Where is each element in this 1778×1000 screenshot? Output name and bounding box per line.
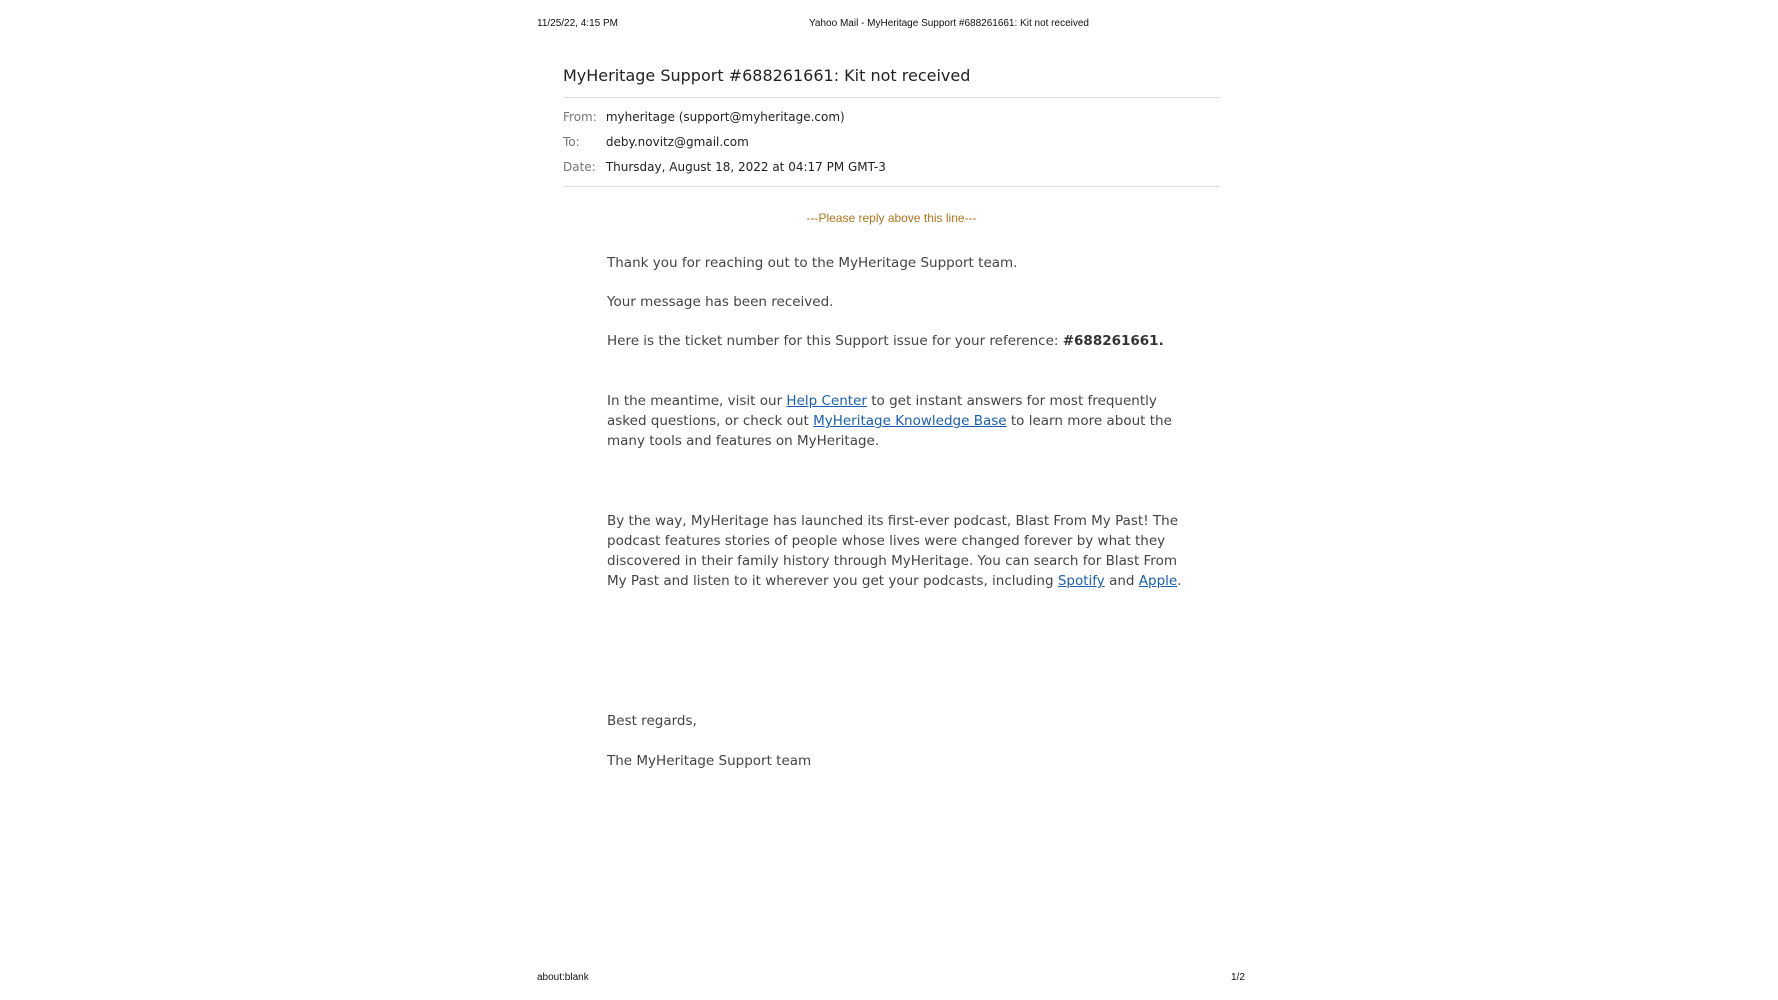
from-row — [563, 110, 845, 124]
date-row — [563, 160, 886, 174]
reply-above-line-notice: ---Please reply above this line--- — [806, 211, 977, 225]
to-label: To: — [563, 135, 580, 149]
print-footer-url: about:blank — [537, 972, 589, 983]
closing-regards: Best regards, — [607, 713, 697, 729]
apple-link[interactable]: Apple — [1138, 573, 1178, 589]
header-divider-top — [563, 97, 1220, 98]
date-value: Thursday, August 18, 2022 at 04:17 PM GMT-3 — [605, 160, 886, 174]
from-value[interactable]: myheritage (support@myheritage.com) — [605, 110, 845, 124]
podcast-and: and — [1104, 573, 1139, 589]
spotify-link[interactable]: Spotify — [1057, 573, 1105, 589]
help-text-1: In the meantime, visit our — [607, 393, 787, 409]
to-value[interactable]: deby.novitz@gmail.com — [605, 135, 749, 149]
received-paragraph: Your message has been received. — [607, 294, 834, 310]
ticket-paragraph — [607, 331, 1187, 351]
ticket-number: #688261661. — [1062, 333, 1164, 349]
print-footer-page: 1/2 — [1231, 972, 1245, 983]
podcast-paragraph — [607, 511, 1187, 591]
print-header-datetime: 11/25/22, 4:15 PM — [537, 18, 618, 29]
print-header-title: Yahoo Mail - MyHeritage Support #688261661: Kit not received — [809, 18, 1089, 29]
help-text-3: to learn more about the many tools and features on MyHeritage. — [607, 413, 1172, 449]
knowledge-base-link[interactable]: MyHeritage Knowledge Base — [813, 413, 1007, 429]
to-row — [563, 135, 749, 149]
podcast-text: By the way, MyHeritage has launched its first-ever podcast, Blast From My Past! The podcast features stories of people whose lives were changed forever by what they discovered in their family history through MyHeritage. You can search for Blast From My Past and listen to it wherever you get your podcasts, including — [607, 513, 1179, 589]
from-label: From: — [563, 110, 597, 124]
header-divider-bottom — [563, 186, 1220, 187]
help-center-link[interactable]: Help Center — [786, 393, 867, 409]
help-text-2: to get instant answers for most frequently asked questions, or check out — [607, 393, 1157, 429]
ticket-text: Here is the ticket number for this Support issue for your reference: — [607, 333, 1063, 349]
podcast-end: . — [1177, 573, 1182, 589]
signature: The MyHeritage Support team — [607, 753, 812, 769]
email-subject: MyHeritage Support #688261661: Kit not received — [563, 66, 971, 85]
thanks-paragraph: Thank you for reaching out to the MyHeritage Support team. — [607, 255, 1018, 271]
date-label: Date: — [563, 160, 596, 174]
help-paragraph — [607, 391, 1187, 451]
